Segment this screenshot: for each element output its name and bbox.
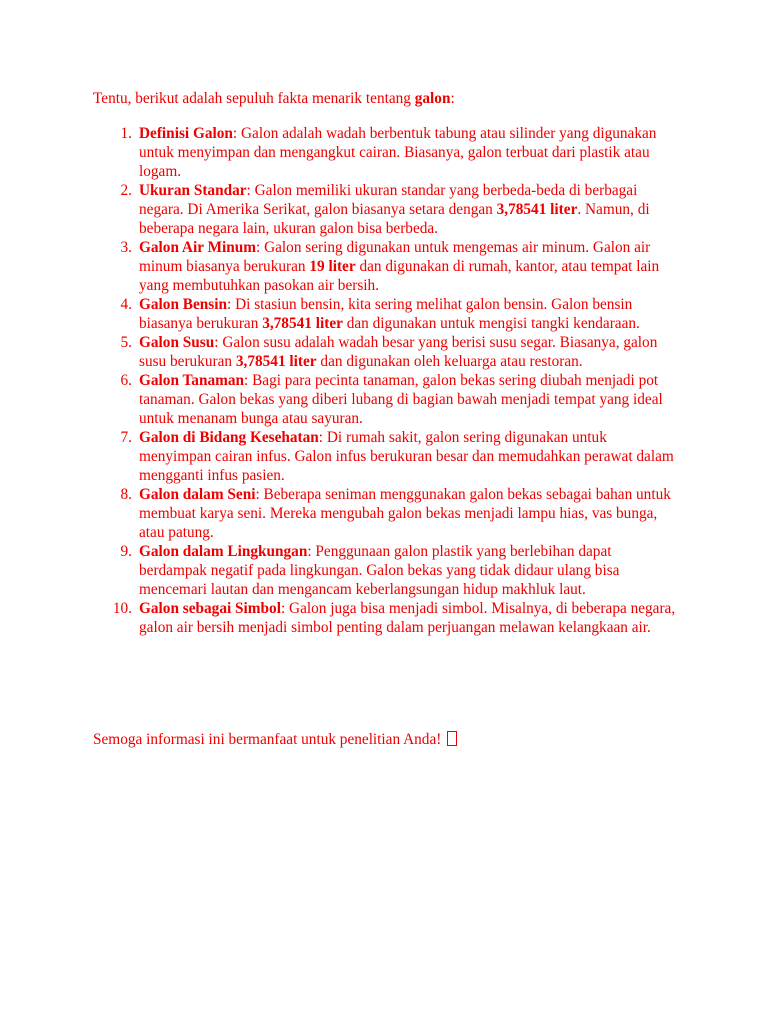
fact-body bbox=[139, 238, 679, 295]
fact-number: 9. bbox=[120, 543, 132, 560]
fact-title: Galon di Bidang Kesehatan bbox=[139, 429, 319, 446]
fact-text-continued: . Namun, di beberapa negara lain, ukuran galon bisa berbeda. bbox=[139, 201, 650, 237]
missing-glyph-box-icon bbox=[447, 731, 457, 746]
fact-number: 7. bbox=[120, 429, 132, 446]
fact-item bbox=[0, 295, 700, 333]
fact-number: 10. bbox=[112, 600, 132, 617]
fact-text: : Beberapa seniman menggunakan galon bekas sebagai bahan untuk membuat karya seni. Mereka mengubah galon bekas menjadi lampu hias, vas bunga, atau patung. bbox=[139, 486, 671, 541]
fact-title: Galon dalam Seni bbox=[139, 486, 256, 503]
fact-number: 8. bbox=[120, 486, 132, 503]
fact-text: : Galon adalah wadah berbentuk tabung atau silinder yang digunakan untuk menyimpan dan mengangkut cairan. Biasanya, galon terbuat dari plastik atau logam. bbox=[139, 125, 657, 180]
fact-body bbox=[139, 371, 679, 428]
fact-item bbox=[0, 428, 700, 485]
closing-paragraph bbox=[93, 730, 713, 749]
fact-title: Galon Tanaman bbox=[139, 372, 245, 389]
fact-number: 2. bbox=[120, 182, 132, 199]
fact-title: Galon Bensin bbox=[139, 296, 227, 313]
fact-item bbox=[0, 238, 700, 295]
fact-number: 4. bbox=[120, 296, 132, 313]
fact-title: Ukuran Standar bbox=[139, 182, 247, 199]
fact-item bbox=[0, 333, 700, 371]
fact-body bbox=[139, 428, 679, 485]
fact-text: : Di stasiun bensin, kita sering melihat galon bensin. Galon bensin biasanya berukuran bbox=[139, 296, 633, 332]
fact-item bbox=[0, 371, 700, 428]
fact-title: Galon dalam Lingkungan bbox=[139, 543, 308, 560]
fact-text: : Di rumah sakit, galon sering digunakan untuk menyimpan cairan infus. Galon infus berukuran besar dan memudahkan perawat dalam mengganti infus pasien. bbox=[139, 429, 674, 484]
fact-number: 3. bbox=[120, 239, 132, 256]
fact-body bbox=[139, 485, 679, 542]
fact-number: 5. bbox=[120, 334, 132, 351]
fact-item bbox=[0, 181, 700, 238]
fact-body bbox=[139, 542, 679, 599]
intro-paragraph bbox=[93, 89, 713, 108]
fact-number: 1. bbox=[120, 125, 132, 142]
fact-title: Definisi Galon bbox=[139, 125, 233, 142]
fact-text: : Bagi para pecinta tanaman, galon bekas sering diubah menjadi pot tanaman. Galon bekas yang diberi lubang di bagian bawah menjadi tempat yang ideal untuk menanam bunga atau sayuran. bbox=[139, 372, 663, 427]
fact-highlight: 3,78541 liter bbox=[496, 201, 578, 218]
fact-text: : Galon memiliki ukuran standar yang berbeda-beda di berbagai negara. Di Amerika Serikat, galon biasanya setara dengan bbox=[139, 182, 638, 218]
fact-title: Galon Susu bbox=[139, 334, 215, 351]
intro-keyword: galon bbox=[414, 90, 451, 107]
intro-colon: : bbox=[450, 90, 455, 107]
closing-text: Semoga informasi ini bermanfaat untuk penelitian Anda! bbox=[93, 731, 446, 748]
fact-text-continued: dan digunakan di rumah, kantor, atau tempat lain yang membutuhkan pasokan air bersih. bbox=[139, 258, 660, 294]
fact-highlight: 3,78541 liter bbox=[262, 315, 343, 332]
fact-highlight: 19 liter bbox=[309, 258, 356, 275]
fact-text-continued: dan digunakan untuk mengisi tangki kendaraan. bbox=[342, 315, 640, 332]
fact-text: : Galon susu adalah wadah besar yang berisi susu segar. Biasanya, galon susu berukuran bbox=[139, 334, 658, 370]
intro-text: Tentu, berikut adalah sepuluh fakta menarik tentang bbox=[93, 90, 415, 107]
fact-body bbox=[139, 181, 679, 238]
fact-body bbox=[139, 333, 679, 371]
fact-number: 6. bbox=[120, 372, 132, 389]
fact-highlight: 3,78541 liter bbox=[235, 353, 317, 370]
fact-text: : Galon juga bisa menjadi simbol. Misalnya, di beberapa negara, galon air bersih menjadi simbol penting dalam perjuangan melawan kelangkaan air. bbox=[139, 600, 676, 636]
fact-text: : Penggunaan galon plastik yang berlebihan dapat berdampak negatif pada lingkungan. Galon bekas yang tidak didaur ulang bisa mencemari lautan dan mengancam keberlangsungan hidup makhluk laut. bbox=[139, 543, 620, 598]
fact-text: : Galon sering digunakan untuk mengemas air minum. Galon air minum biasanya berukuran bbox=[139, 239, 651, 275]
fact-body bbox=[139, 599, 679, 637]
fact-item bbox=[0, 542, 700, 599]
fact-item bbox=[0, 124, 700, 181]
fact-item bbox=[0, 599, 700, 637]
facts-list bbox=[0, 124, 700, 637]
fact-text-continued: dan digunakan oleh keluarga atau restoran. bbox=[316, 353, 583, 370]
fact-body bbox=[139, 295, 679, 333]
fact-body bbox=[139, 124, 679, 181]
fact-item bbox=[0, 485, 700, 542]
fact-title: Galon sebagai Simbol bbox=[139, 600, 281, 617]
fact-title: Galon Air Minum bbox=[139, 239, 257, 256]
